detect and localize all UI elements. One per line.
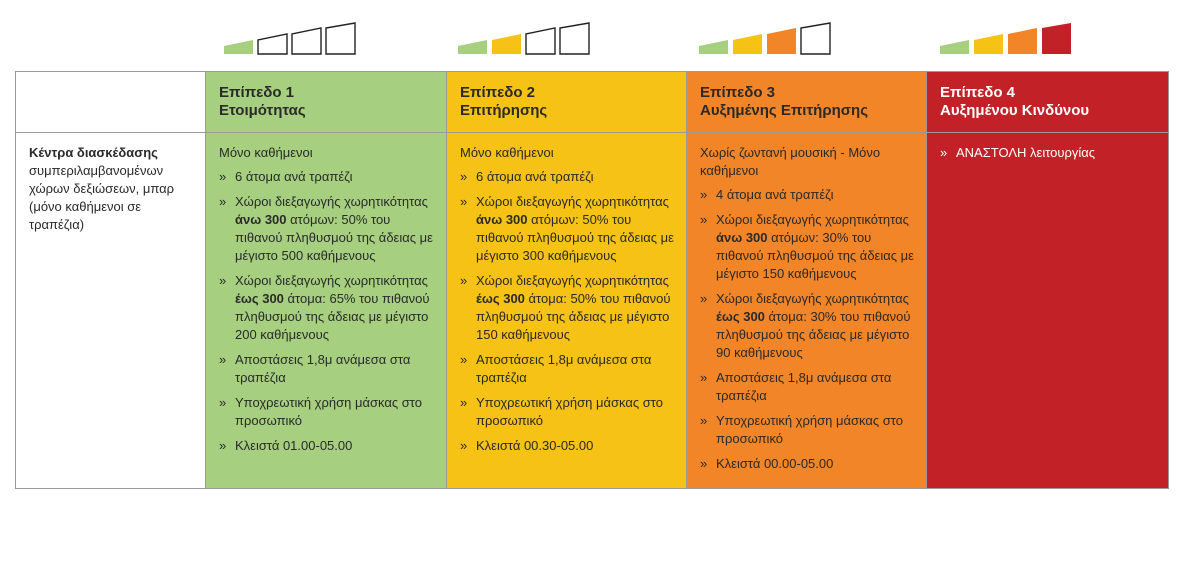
signal-bar xyxy=(292,28,321,54)
level-1-title: Επίπεδο 1 xyxy=(219,84,295,101)
rule-item xyxy=(460,351,678,387)
level-4-rules xyxy=(927,133,1169,489)
rule-text: Χώροι διεξαγωγής χωρητικότητας xyxy=(235,194,428,209)
rule-text: ατόμων: 30% του πιθανού πληθυσμού της άδειας με μέγιστο 150 καθήμενους xyxy=(716,230,914,281)
rule-item xyxy=(219,168,438,186)
signal-bar xyxy=(1042,23,1071,54)
rule-item xyxy=(700,455,918,473)
rule-text: άτομα: 30% του πιθανού πληθυσμού της άδειας με μέγιστο 90 καθήμενους xyxy=(716,309,911,360)
header-empty-cell xyxy=(16,72,206,133)
signal-level-3-icon xyxy=(697,22,833,56)
level-3-title: Επίπεδο 3 xyxy=(700,84,776,101)
rule-emphasis: άνω 300 xyxy=(716,230,768,245)
level-1-intro: Μόνο καθήμενοι xyxy=(219,145,313,160)
rule-item xyxy=(460,193,678,265)
rule-emphasis: έως 300 xyxy=(476,291,525,306)
category-title: Κέντρα διασκέδασης xyxy=(29,145,158,160)
rule-item xyxy=(219,193,438,265)
rule-item xyxy=(460,272,678,344)
signal-bar xyxy=(258,34,287,54)
level-4-title: Επίπεδο 4 xyxy=(940,84,1016,101)
level-4-subtitle: Αυξημένου Κινδύνου xyxy=(940,102,1090,119)
rule-text: ατόμων: 50% του πιθανού πληθυσμού της άδειας με μέγιστο 500 καθήμενους xyxy=(235,212,433,263)
rule-item xyxy=(460,394,678,430)
rule-item xyxy=(460,437,678,455)
rule-text: Αποστάσεις 1,8μ ανάμεσα στα τραπέζια xyxy=(235,352,411,385)
body-row xyxy=(16,133,1169,489)
signal-bar xyxy=(326,23,355,54)
rule-item xyxy=(219,394,438,430)
level-3-intro: Χωρίς ζωντανή μουσική - Μόνο καθήμενοι xyxy=(700,145,881,178)
signal-bar xyxy=(458,40,487,54)
signal-bar xyxy=(767,28,796,54)
rule-text: ατόμων: 50% του πιθανού πληθυσμού της άδειας με μέγιστο 300 καθήμενους xyxy=(476,212,674,263)
level-icons-row xyxy=(0,22,1200,58)
level-3-header xyxy=(687,72,927,133)
rule-item xyxy=(940,144,1160,162)
category-cell xyxy=(16,133,206,489)
rule-text: Χώροι διεξαγωγής χωρητικότητας xyxy=(235,273,428,288)
rule-text: Κλειστά 00.30-05.00 xyxy=(476,438,594,453)
rule-item xyxy=(460,168,678,186)
rule-text: 4 άτομα ανά τραπέζι xyxy=(716,187,834,202)
level-4-header xyxy=(927,72,1169,133)
rule-text: άτομα: 65% του πιθανού πληθυσμού της άδειας με μέγιστο 200 καθήμενους xyxy=(235,291,430,342)
rule-text: Χώροι διεξαγωγής χωρητικότητας xyxy=(476,194,669,209)
signal-bar xyxy=(526,28,555,54)
signal-level-2-icon xyxy=(456,22,592,56)
level-2-title: Επίπεδο 2 xyxy=(460,84,536,101)
level-2-rules xyxy=(447,133,687,489)
signal-bar xyxy=(224,40,253,54)
rule-emphasis: άνω 300 xyxy=(235,212,287,227)
rule-text: άτομα: 50% του πιθανού πληθυσμού της άδειας με μέγιστο 150 καθήμενους xyxy=(476,291,671,342)
signal-bar xyxy=(1008,28,1037,54)
level-2-subtitle: Επιτήρησης xyxy=(460,102,548,119)
rule-item xyxy=(700,412,918,448)
signal-bar xyxy=(699,40,728,54)
level-1-header xyxy=(206,72,447,133)
rule-emphasis: έως 300 xyxy=(235,291,284,306)
rule-text: Αποστάσεις 1,8μ ανάμεσα στα τραπέζια xyxy=(716,370,892,403)
level-2-header xyxy=(447,72,687,133)
rule-text: Υποχρεωτική χρήση μάσκας στο προσωπικό xyxy=(716,413,903,446)
rule-text: Κλειστά 01.00-05.00 xyxy=(235,438,353,453)
header-row xyxy=(16,72,1169,133)
rule-item xyxy=(700,369,918,405)
level-4-rule-list xyxy=(940,144,1160,162)
signal-level-4-icon xyxy=(938,22,1074,56)
level-3-rules xyxy=(687,133,927,489)
level-3-rule-list xyxy=(700,186,918,473)
rule-item xyxy=(219,351,438,387)
level-2-rule-list xyxy=(460,168,678,455)
rule-item xyxy=(700,186,918,204)
rule-text: ΑΝΑΣΤΟΛΗ λειτουργίας xyxy=(956,145,1096,160)
rule-text: Χώροι διεξαγωγής χωρητικότητας xyxy=(716,291,909,306)
level-2-intro: Μόνο καθήμενοι xyxy=(460,145,554,160)
signal-level-1-icon xyxy=(222,22,358,56)
signal-bar xyxy=(940,40,969,54)
restrictions-table xyxy=(15,71,1169,489)
rule-text: Χώροι διεξαγωγής χωρητικότητας xyxy=(476,273,669,288)
category-description: συμπεριλαμβανομένων χώρων δεξιώσεων, μπαρ (μόνο καθήμενοι σε τραπέζια) xyxy=(29,163,175,232)
rule-emphasis: έως 300 xyxy=(716,309,765,324)
rule-text: Υποχρεωτική χρήση μάσκας στο προσωπικό xyxy=(235,395,422,428)
rule-item xyxy=(700,290,918,362)
signal-bar xyxy=(560,23,589,54)
rule-text: Κλειστά 00.00-05.00 xyxy=(716,456,834,471)
rule-item xyxy=(700,211,918,283)
rule-text: Αποστάσεις 1,8μ ανάμεσα στα τραπέζια xyxy=(476,352,652,385)
level-1-rules xyxy=(206,133,447,489)
signal-bar xyxy=(974,34,1003,54)
level-1-rule-list xyxy=(219,168,438,455)
rule-text: 6 άτομα ανά τραπέζι xyxy=(476,169,594,184)
rule-emphasis: άνω 300 xyxy=(476,212,528,227)
rule-text: Υποχρεωτική χρήση μάσκας στο προσωπικό xyxy=(476,395,663,428)
signal-bar xyxy=(733,34,762,54)
rule-item xyxy=(219,437,438,455)
rule-item xyxy=(219,272,438,344)
rule-text: Χώροι διεξαγωγής χωρητικότητας xyxy=(716,212,909,227)
level-3-subtitle: Αυξημένης Επιτήρησης xyxy=(700,102,869,119)
rule-text: 6 άτομα ανά τραπέζι xyxy=(235,169,353,184)
level-1-subtitle: Ετοιμότητας xyxy=(219,102,306,119)
signal-bar xyxy=(492,34,521,54)
signal-bar xyxy=(801,23,830,54)
